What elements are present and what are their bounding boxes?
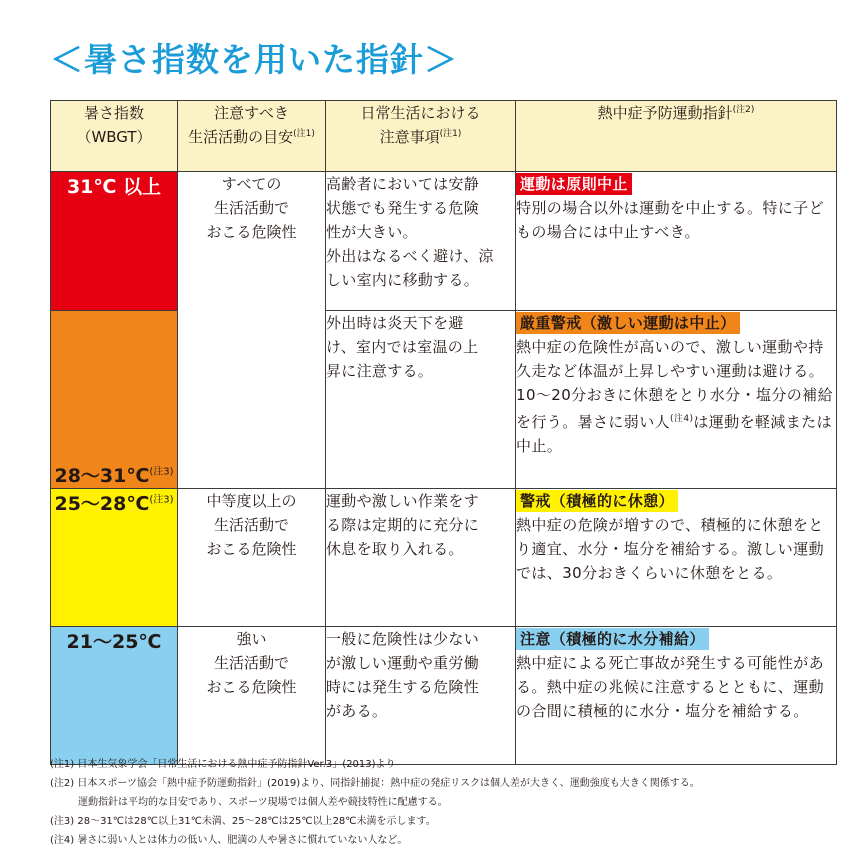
footnote-4: (注4) 暑さに弱い人とは体力の低い人、肥満の人や暑さに慣れていない人など。: [50, 835, 408, 846]
header-notice-line2: 注意事項: [379, 128, 440, 146]
page-title: ＜暑さ指数を用いた指針＞: [50, 40, 458, 79]
level-21-cell: [51, 627, 178, 765]
header-exercise-guide-label: 熱中症予防運動指針: [597, 104, 733, 122]
guide-28-note: (注4): [670, 414, 694, 424]
table-header-row: [51, 101, 837, 172]
level-25-cell: [51, 489, 178, 627]
level-25-note: (注3): [149, 494, 174, 506]
footnote-2-continued: 運動指針は平均的な目安であり、スポーツ現場では個人差や競技特性に配慮する。: [78, 797, 448, 808]
header-notice-note: (注1): [439, 129, 462, 139]
header-activity-line2: 生活活動の目安: [188, 128, 294, 146]
footnote-3: (注3) 28〜31℃は28℃以上31℃未満、25〜28℃は25℃以上28℃未満を示します。: [50, 816, 436, 827]
level-28-cell: [51, 311, 178, 489]
guide-28-text-post: は運動を軽減または中止。: [516, 413, 832, 455]
guide-28-badge: 厳重警戒（激しい運動は中止）: [516, 312, 740, 334]
notice-28-cell: 外出時は炎天下を避 け、室内では室温の上 昇に注意する。: [326, 311, 516, 489]
header-activity: [178, 101, 326, 172]
header-activity-line1: 注意すべき: [214, 104, 289, 122]
guide-25-cell: [516, 489, 837, 627]
header-exercise-guide: [516, 101, 837, 172]
table-row: [51, 311, 837, 489]
guide-28-text-pre: 熱中症の危険性が高いので、激しい運動や持久走など体温が上昇しやすい運動は避ける。10〜20分おきに休憩をとり水分・塩分の補給を行う。暑さに弱い人: [516, 338, 833, 431]
level-28-label: 28〜31℃: [54, 465, 150, 487]
table-row: [51, 627, 837, 765]
footnotes: [50, 755, 850, 850]
header-notice: [326, 101, 516, 172]
guide-21-text: 熱中症による死亡事故が発生する可能性がある。熱中症の兆候に注意するとともに、運動の合間に積極的に水分・塩分を補給する。: [516, 654, 825, 720]
header-wbgt: 暑さ指数 （WBGT）: [51, 101, 178, 172]
activity-25-cell: 中等度以上の 生活活動で おこる危険性: [178, 489, 326, 627]
footnote-2: (注2) 日本スポーツ協会「熱中症予防運動指針」(2019)より、同指針捕捉：熱中症の発症リスクは個人差が大きく、運動強度も大きく関係する。: [50, 778, 700, 789]
activity-21-cell: 強い 生活活動で おこる危険性: [178, 627, 326, 765]
guide-28-cell: [516, 311, 837, 489]
notice-21-cell: 一般に危険性は少ない が激しい運動や重労働 時には発生する危険性 がある。: [326, 627, 516, 765]
guide-31-text: 特別の場合以外は運動を中止する。特に子どもの場合には中止すべき。: [516, 199, 825, 241]
guide-28-text: [516, 335, 836, 458]
header-exercise-guide-note: (注2): [732, 105, 755, 115]
level-25-label: 25〜28℃: [54, 493, 150, 515]
table-row: [51, 489, 837, 627]
guide-21-badge: 注意（積極的に水分補給）: [516, 628, 709, 650]
guide-31-badge: 運動は原則中止: [516, 173, 632, 195]
level-31-label: 31℃ 以上: [66, 176, 162, 198]
table-row: [51, 172, 837, 311]
notice-25-cell: 運動や激しい作業をす る際は定期的に充分に 休息を取り入れる。: [326, 489, 516, 627]
header-activity-note: (注1): [293, 129, 315, 139]
notice-31-cell: 高齢者においては安静 状態でも発生する危険 性が大きい。 外出はなるべく避け、涼 しい室内に移動する。: [326, 172, 516, 311]
level-21-label: 21〜25℃: [66, 631, 162, 653]
guide-25-badge: 警戒（積極的に休憩）: [516, 490, 678, 512]
footnote-1: (注1) 日本生気象学会「日常生活における熱中症予防指針Ver.3」(2013)より: [50, 759, 396, 770]
level-31-cell: [51, 172, 178, 311]
header-notice-line1: 日常生活における: [360, 104, 481, 122]
activity-shared-cell: すべての 生活活動で おこる危険性: [178, 172, 326, 489]
guide-31-cell: [516, 172, 837, 311]
guide-25-text: 熱中症の危険が増すので、積極的に休憩をとり適宜、水分・塩分を補給する。激しい運動では、30分おきくらいに休憩をとる。: [516, 516, 825, 582]
guide-21-cell: [516, 627, 837, 765]
level-28-note: (注3): [149, 466, 174, 478]
wbgt-guideline-table: [50, 100, 837, 765]
